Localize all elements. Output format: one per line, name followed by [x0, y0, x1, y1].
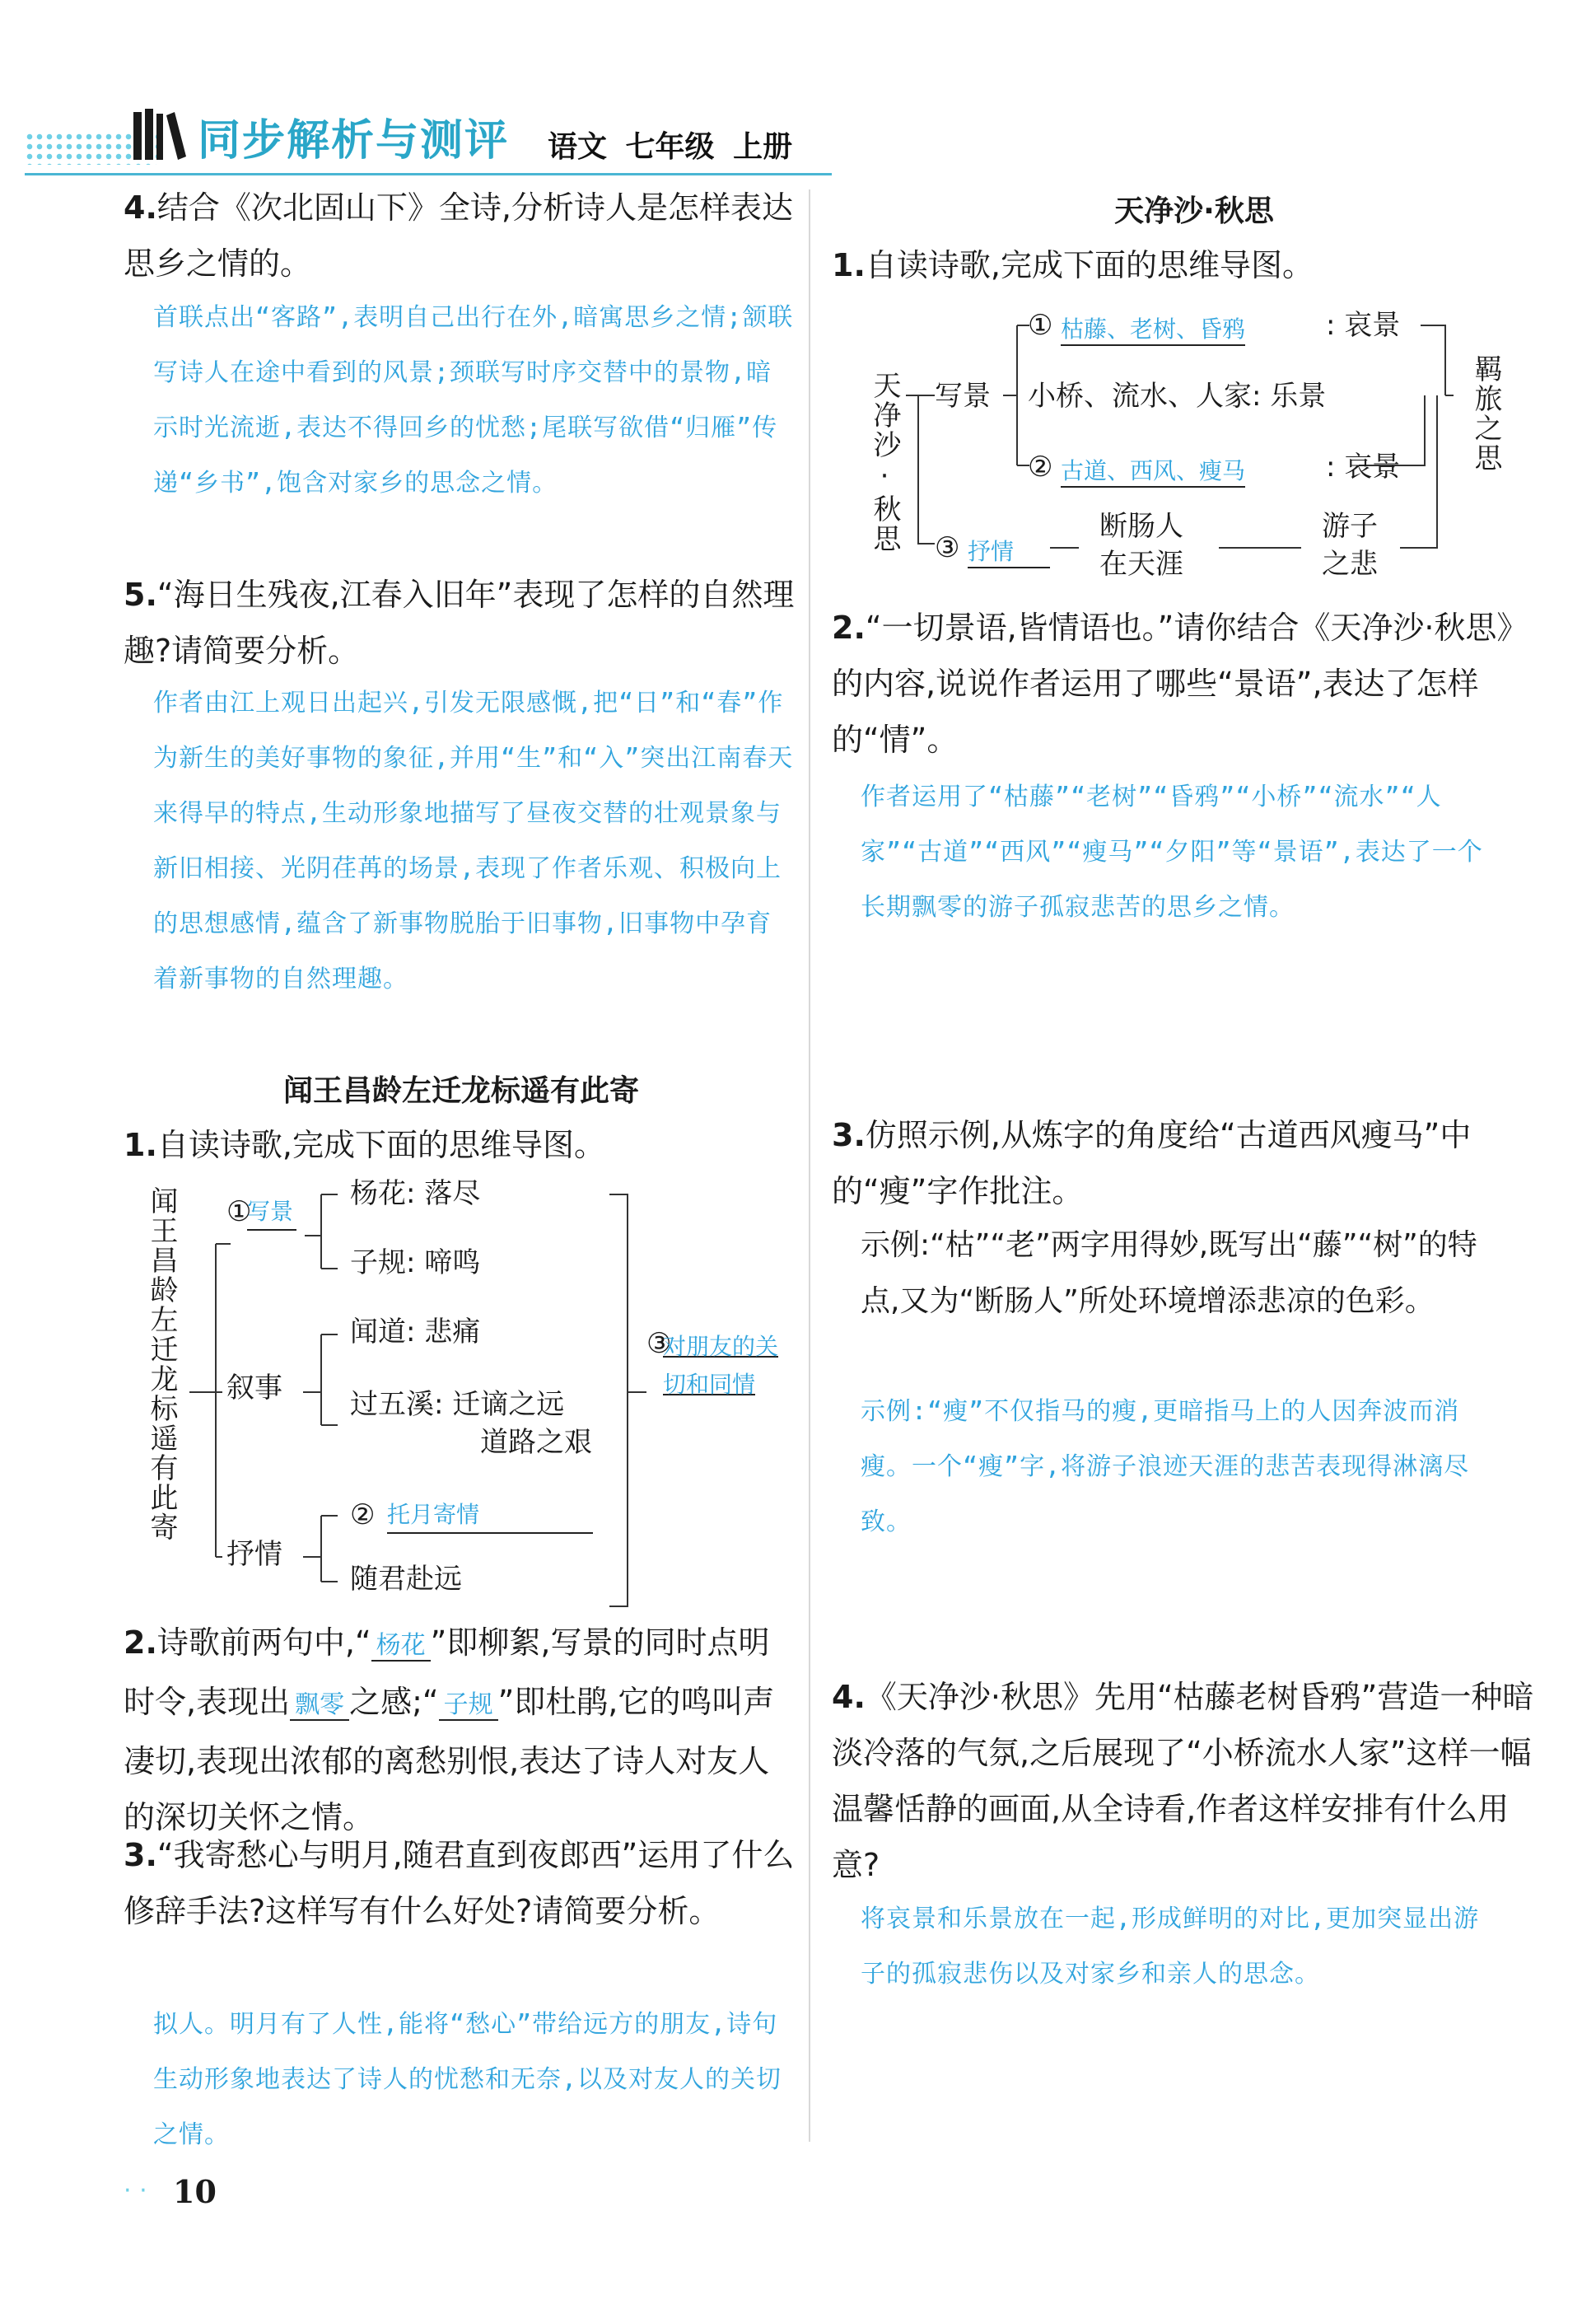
- question-text: “我寄愁心与明月,随君直到夜郎西”运用了什么修辞手法?这样写有什么好处?请简要分析。: [124, 1837, 795, 1929]
- blank-3: 子规: [439, 1690, 498, 1721]
- branch-answer-3: 抒情: [968, 534, 1050, 568]
- branch-1-mark: ①: [226, 1195, 252, 1228]
- branch-2-item-1: 闻道: 悲痛: [350, 1316, 481, 1348]
- subject-label: 语文 七年级 上册: [548, 130, 793, 164]
- footer-dots: · ·: [124, 2176, 147, 2205]
- answer-r3: 示例:“瘦”不仅指马的瘦,更暗指马上的人因奔波而消瘦。一个“瘦”字,将游子浪迹天涯的悲苦表现得淋漓尽致。: [861, 1397, 1470, 1536]
- question-text: 仿照示例,从炼字的角度给“古道西风瘦马”中的“瘦”字作批注。: [832, 1117, 1472, 1209]
- branch-mark-2: ②: [1028, 451, 1053, 484]
- question-r4: 4.《天净沙·秋思》先用“枯藤老树昏鸦”营造一种暗淡冷落的气氛,之后展现了“小桥流水人家”这样一幅温馨恬静的画面,从全诗看,作者这样安排有什么用意?: [832, 1679, 1534, 1883]
- branch-3-mark: ②: [350, 1498, 376, 1531]
- question-r1: 1.自读诗歌,完成下面的思维导图。: [832, 247, 1314, 283]
- section-title-right: 天净沙·秋思: [1114, 194, 1274, 228]
- branch-2-item-2: 过五溪: 迁谪之远: [350, 1388, 565, 1421]
- mid-text-a: 断肠人: [1099, 510, 1183, 543]
- branch-2-item-3: 道路之艰: [480, 1426, 592, 1459]
- branch-2-label: 叙事: [226, 1372, 282, 1405]
- right-mark: ③: [646, 1327, 672, 1360]
- branch-3-label: 抒情: [226, 1538, 282, 1571]
- example-r3: 示例:“枯”“老”两字用得妙,既写出“藤”“树”的特点,又为“断肠人”所处环境增添悲凉的色彩。: [861, 1228, 1477, 1318]
- question-text: “一切景语,皆情语也。”请你结合《天净沙·秋思》的内容,说说作者运用了哪些“景语”,表达了怎样的“情”。: [832, 610, 1528, 758]
- branch-mark-1: ①: [1028, 309, 1053, 342]
- question-5: 5.“海日生残夜,江春入旧年”表现了怎样的自然理趣?请简要分析。: [124, 577, 795, 669]
- question-text: 自读诗歌,完成下面的思维导图。: [865, 247, 1314, 283]
- answer-s3: 拟人。明月有了人性,能将“愁心”带给远方的朋友,诗句生动形象地表达了诗人的忧愁和无奈,以及对友人的关切之情。: [153, 2010, 782, 2149]
- page-number: 10: [173, 2173, 217, 2210]
- right-label: 羁旅之思: [1469, 354, 1502, 473]
- section-title-left: 闻王昌龄左迁龙标遥有此寄: [282, 1074, 639, 1108]
- question-text: “海日生残夜,江春入旧年”表现了怎样的自然理趣?请简要分析。: [124, 577, 795, 669]
- question-s3: 3.“我寄愁心与明月,随君直到夜郎西”运用了什么修辞手法?这样写有什么好处?请简要分析。: [124, 1837, 795, 1929]
- question-s2: 2.诗歌前两句中,“ 杨花 ”即柳絮,写景的同时点明时令,表现出 飘零 之感;“ 子规 ”即杜鹃,它的鸣叫声凄切,表现出浓郁的离愁别恨,表达了诗人对友人的深切关怀之情。: [124, 1624, 775, 1835]
- mid-text-b: 在天涯: [1099, 548, 1183, 581]
- blank-1: 杨花: [371, 1631, 431, 1662]
- mindmap-root: 天净沙·秋思: [868, 371, 901, 554]
- branch-3-item: 随君赴远: [350, 1563, 462, 1596]
- question-text: 自读诗歌,完成下面的思维导图。: [156, 1127, 605, 1163]
- end-text-b: 之悲: [1322, 548, 1378, 581]
- answer-r2: 作者运用了“枯藤”“老树”“昏鸦”“小桥”“流水”“人家”“古道”“西风”“瘦马”“夕阳”等“景语”,表达了一个长期飘零的游子孤寂悲苦的思乡之情。: [861, 783, 1483, 922]
- branch-3-answer: 托月寄情: [387, 1498, 593, 1534]
- blank-2: 飘零: [290, 1690, 349, 1721]
- brand-title: 同步解析与测评: [198, 116, 510, 166]
- question-text: 结合《次北固山下》全诗,分析诗人是怎样表达思乡之情的。: [124, 189, 793, 282]
- branch-1-item-2: 子规: 啼鸣: [350, 1246, 481, 1279]
- branch-1-answer: 写景: [247, 1194, 296, 1231]
- branch-mark-3: ③: [935, 531, 960, 564]
- mindmap-root: 闻王昌龄左迁龙标遥有此寄: [145, 1186, 178, 1542]
- right-answer: 对朋友的关切和同情: [663, 1333, 779, 1398]
- branch-1-item-1: 杨花: 落尽: [350, 1177, 481, 1210]
- answer-5: 作者由江上观日出起兴,引发无限感慨,把“日”和“春”作为新生的美好事物的象征,并用“生”和“入”突出江南春天来得早的特点,生动形象地描写了昼夜交替的壮观景象与新旧相接、光阴荏苒的场景,表现了作者乐观、积极向上的思想感情,蕴含了新事物脱胎于旧事物,旧事物中孕育着新事物的自然理趣。: [153, 689, 794, 993]
- end-text-a: 游子: [1322, 510, 1378, 543]
- branch-xiejing: 写景: [935, 380, 991, 413]
- branch-line-2: 小桥、流水、人家: 乐景: [1028, 380, 1327, 413]
- answer-4: 首联点出“客路”,表明自己出行在外,暗寓思乡之情;颔联写诗人在途中看到的风景;颈联写时序交替中的景物,暗示时光流逝,表达不得回乡的忧愁;尾联写欲借“归雁”传递“乡书”,饱含对家乡的思念之情。: [153, 303, 794, 498]
- branch-answer-1: 枯藤、老树、昏鸦: [1061, 311, 1245, 346]
- question-r3: 3.仿照示例,从炼字的角度给“古道西风瘦马”中的“瘦”字作批注。: [832, 1117, 1472, 1209]
- question-text: 《天净沙·秋思》先用“枯藤老树昏鸦”营造一种暗淡冷落的气氛,之后展现了“小桥流水人家”这样一幅温馨恬静的画面,从全诗看,作者这样安排有什么用意?: [832, 1679, 1534, 1883]
- answer-r4: 将哀景和乐景放在一起,形成鲜明的对比,更加突显出游子的孤寂悲伤以及对家乡和亲人的思念。: [861, 1905, 1480, 1989]
- branch-tail-1: : 哀景: [1326, 309, 1401, 342]
- question-4: 4.结合《次北固山下》全诗,分析诗人是怎样表达思乡之情的。: [124, 189, 793, 282]
- branch-tail-2: : 哀景: [1326, 451, 1401, 484]
- branch-answer-2: 古道、西风、瘦马: [1061, 453, 1245, 488]
- question-r2: 2.“一切景语,皆情语也。”请你结合《天净沙·秋思》的内容,说说作者运用了哪些“景语”,表达了怎样的“情”。: [832, 610, 1528, 758]
- question-s1: 1.自读诗歌,完成下面的思维导图。: [124, 1127, 605, 1163]
